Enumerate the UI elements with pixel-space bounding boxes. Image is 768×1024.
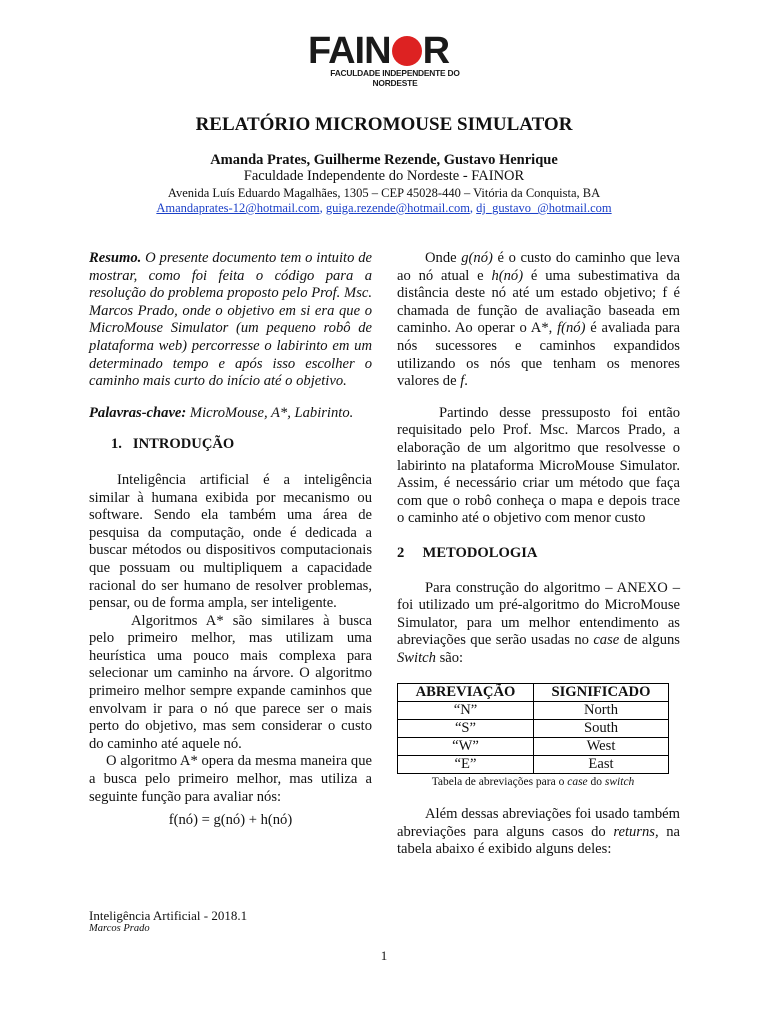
table-header: SIGNIFICADO [533,684,668,702]
table-header: ABREVIAÇÃO [398,684,534,702]
intro-paragraph-3: O algoritmo A* opera da mesma maneira que a busca pelo primeiro melhor, mas utiliza a seguinte função para avaliar nós: [89,753,372,805]
footer-course: Inteligência Artificial - 2018.1 [89,908,248,923]
abstract [89,250,372,391]
abstract-text: O presente documento tem o intuito de mostrar, como foi feita o código para a resolução do problema proposto pelo Prof. Msc. Marcos Prado, onde o objetivo em si era que o MicroMouse Simulator (um pequeno robô de plataforma web) percorresse o labirinto em um determinado tempo e após isso escolher o caminho mais curto do início até o objetivo. [89,250,372,390]
right-paragraph-2: Partindo desse pressuposto foi então requisitado pelo Prof. Msc. Marcos Prado, a elaboração de um algoritmo que resolvesse o labirinto na plataforma MicroMouse Simulator. Assim, é necessário criar um método que faça com que o robô conheça o mapa e depois trace o caminho até o objetivo com menor custo [397,404,680,527]
email-link-2[interactable]: guiga.rezende@hotmail.com [325,201,470,215]
logo-subtitle: FACULDADE INDEPENDENTE DO NORDESTE [330,68,460,88]
table-header-row [398,684,669,702]
email-link-3[interactable]: dj_gustavo_@hotmail.com [476,201,612,215]
fainor-logo [308,30,482,88]
after-table-paragraph: Além dessas abreviações foi usado também abreviações para alguns casos do returns, na tabela abaixo é exibido alguns deles: [397,806,681,858]
emails: Amandaprates-12@hotmail.com, guiga.rezende@hotmail.com, dj_gustavo_@hotmail.com [156,201,612,215]
email-link-1[interactable]: Amandaprates-12@hotmail.com [156,201,320,215]
table-row: “N” North [398,702,669,720]
right-column [397,250,680,859]
table-row: “S” South [398,720,669,738]
keywords [89,405,372,423]
abbreviation-table [397,683,669,774]
right-paragraph-1: Onde g(nó) é o custo do caminho que leva ao nó atual e h(nó) é uma subestimativa da distância deste nó até um estado objetivo; f é chamada de função de avaliação baseada em caminho. Ao operar o A*, f(nó) é avaliada para nós sucessores e caminhos expandidos utilizando os nós que tenham os menores valores de f. [397,250,680,390]
paper-title: RELATÓRIO MICROMOUSE SIMULATOR [195,114,573,135]
logo-wordmark: FAIN R [308,30,450,72]
keywords-text: MicroMouse, A*, Labirinto. [186,404,354,421]
section-1-heading: 1. INTRODUÇÃO [111,436,235,453]
institution: Faculdade Independente do Nordeste - FAINOR [243,168,525,184]
table-row: “W” West [398,738,669,756]
address: Avenida Luís Eduardo Magalhães, 1305 – CEP 45028-440 – Vitória da Conquista, BA [167,186,601,200]
footer-professor: Marcos Prado [89,923,150,934]
methodology-paragraph: Para construção do algoritmo – ANEXO – foi utilizado um pré-algoritmo do MicroMouse Simulator, para um melhor entendimento as abreviações que serão usadas no case de alguns Switch são: [397,579,680,666]
left-column [89,250,372,830]
logo-red-circle [392,36,422,66]
intro-paragraph-2: Algoritmos A* são similares à busca pelo primeiro melhor, mas utilizam uma heurística uma pouco mais complexa para selecionar um caminho na árvore. O algoritmo primeiro melhor sempre expande caminhos que envolvam ir para o nó que parece ser o mais perto do objetivo, mas sem considerar o custo do caminho até aquele nó. [89,612,372,752]
table-row: “E” East [398,756,669,774]
keywords-label: Palavras-chave: [89,404,187,421]
section-2-heading: 2 METODOLOGIA [397,544,538,561]
intro-paragraph-1: Inteligência artificial é a inteligência similar à humana exibida por mecanismo ou software. Sendo ela também uma área de pesquisa da computação, onde é dedicada a buscar métodos ou dispositivos computacionais que possuam ou multipliquem a capacidade racional do ser humano de resolver problemas, pensar, ou de forma ampla, ser inteligente. [89,471,372,612]
formula: f(nó) = g(nó) + h(nó) [168,812,293,829]
authors: Amanda Prates, Guilherme Rezende, Gustavo Henrique [210,152,558,168]
abstract-label: Resumo. [89,250,142,266]
table-caption: Tabela de abreviações para o case do switch [431,776,635,789]
page-number: 1 [380,948,388,963]
